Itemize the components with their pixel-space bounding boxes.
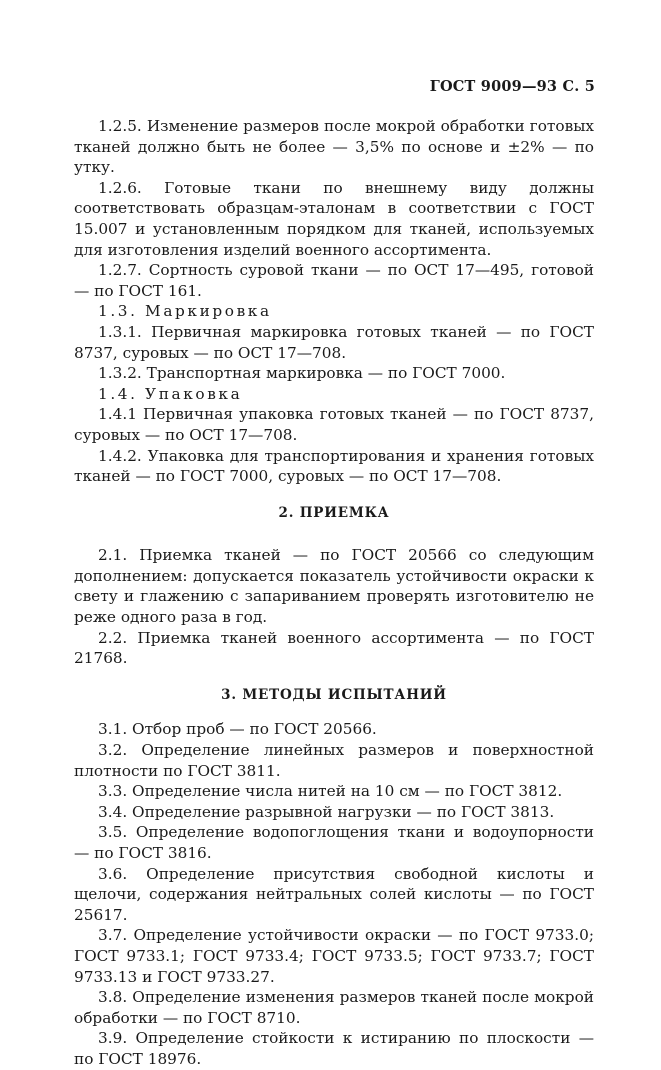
paragraph-1-2-6: 1.2.6. Готовые ткани по внешнему виду должны соответствовать образцам-эталонам в соответствии с ГОСТ 15.007 и установленным порядком для тканей, используемых для изготовления изделий военного ассортимента. [74, 178, 594, 259]
paragraph-3-3: 3.3. Определение числа нитей на 10 см — по ГОСТ 3812. [98, 782, 563, 801]
paragraph-3-2: 3.2. Определение линейных размеров и поверхностной плотности по ГОСТ 3811. [74, 741, 594, 780]
paragraph-3-4: 3.4. Определение разрывной нагрузки — по ГОСТ 3813. [98, 802, 555, 821]
paragraph-1-2-5: 1.2.5. Изменение размеров после мокрой обработки готовых тканей должно быть не более — 3,5% по основе и ±2% — по утку. [74, 117, 594, 177]
paragraph-3-8: 3.8. Определение изменения размеров тканей после мокрой обработки — по ГОСТ 8710. [74, 988, 594, 1027]
paragraph-1-3-1: 1.3.1. Первичная маркировка готовых тканей — по ГОСТ 8737, суровых — по ОСТ 17—708. [74, 322, 594, 362]
section-3 [74, 719, 594, 1069]
subheading-packaging: 1.4. Упаковка [98, 384, 243, 403]
page-body [74, 116, 594, 1070]
paragraph-3-6: 3.6. Определение присутствия свободной кислоты и щелочи, содержания нейтральных солей кислоты — по ГОСТ 25617. [74, 864, 594, 924]
paragraph-2-2: 2.2. Приемка тканей военного ассортимента — по ГОСТ 21768. [74, 628, 594, 668]
paragraph-1-4-1: 1.4.1 Первичная упаковка готовых тканей — по ГОСТ 8737, суровых — по ОСТ 17—708. [74, 405, 594, 444]
paragraph-3-5: 3.5. Определение водопоглощения ткани и водоупорности — по ГОСТ 3816. [74, 823, 594, 862]
section-3-title: 3. МЕТОДЫ ИСПЫТАНИЙ [221, 686, 447, 703]
paragraph-3-1: 3.1. Отбор проб — по ГОСТ 20566. [98, 720, 377, 739]
section-2-title: 2. ПРИЕМКА [278, 504, 390, 521]
paragraph-1-3-2: 1.3.2. Транспортная маркировка — по ГОСТ 7000. [98, 364, 506, 383]
running-head: ГОСТ 9009—93 С. 5 [429, 78, 595, 95]
paragraph-1-4-2: 1.4.2. Упаковка для транспортирования и хранения готовых тканей — по ГОСТ 7000, суровых — по ОСТ 17—708. [74, 446, 594, 486]
section-1-continued [74, 116, 594, 487]
subheading-marking: 1.3. Маркировка [98, 302, 272, 321]
paragraph-1-2-7: 1.2.7. Сортность суровой ткани — по ОСТ 17—495, готовой — по ГОСТ 161. [74, 261, 594, 300]
paragraph-3-7: 3.7. Определение устойчивости окраски — по ГОСТ 9733.0; ГОСТ 9733.1; ГОСТ 9733.4; ГОСТ 9733.5; ГОСТ 9733.7; ГОСТ 9733.13 и ГОСТ 9733.27. [74, 926, 594, 986]
paragraph-3-9: 3.9. Определение стойкости к истиранию по плоскости — по ГОСТ 18976. [74, 1029, 594, 1068]
paragraph-2-1: 2.1. Приемка тканей — по ГОСТ 20566 со следующим дополнением: допускается показатель устойчивости окраски к свету и глажению с запариванием проверять изготовителю не реже одного раза в год. [74, 546, 594, 627]
section-2 [74, 545, 594, 669]
